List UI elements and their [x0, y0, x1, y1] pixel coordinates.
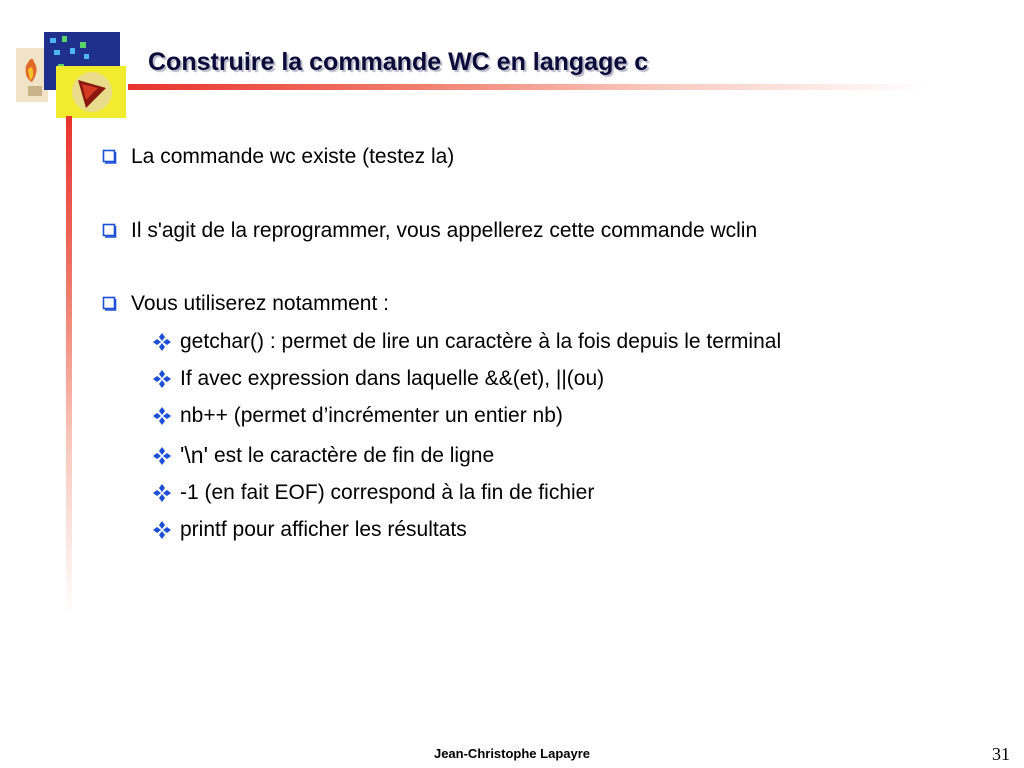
diamond-bullet-icon [152, 406, 172, 426]
bullet-item [102, 292, 389, 316]
newline-literal: '\n' [180, 442, 208, 468]
slide-logo [14, 30, 132, 122]
sub-bullet-text: getchar() : permet de lire un caractère à la fois depuis le terminal [180, 330, 782, 353]
sub-bullet-item [152, 518, 467, 542]
sub-bullet-text: If avec expression dans laquelle &&(et), ||(ou) [180, 367, 605, 390]
bullet-item [102, 145, 454, 169]
sub-bullet-item [152, 367, 604, 391]
diamond-bullet-icon [152, 483, 172, 503]
sub-bullet-item [152, 330, 781, 354]
bullet-text: Il s'agit de la reprogrammer, vous appellerez cette commande wclin [131, 219, 758, 242]
page-number: 31 [992, 744, 1010, 764]
checkbox-bullet-icon [102, 296, 118, 312]
sub-bullet-text: est le caractère de fin de ligne [213, 443, 495, 467]
diamond-bullet-icon [152, 446, 172, 466]
checkbox-bullet-icon [102, 149, 118, 165]
diamond-bullet-icon [152, 332, 172, 352]
diamond-bullet-icon [152, 520, 172, 540]
sub-bullet-item [152, 442, 494, 469]
bullet-item [102, 219, 757, 243]
footer-author: Jean-Christophe Lapayre [433, 746, 591, 761]
bullet-text: La commande wc existe (testez la) [131, 145, 455, 168]
sub-bullet-text: nb++ (permet d’incrémenter un entier nb) [180, 404, 563, 427]
sub-bullet-text: printf pour afficher les résultats [180, 518, 467, 541]
sub-bullet-text: -1 (en fait EOF) correspond à la fin de fichier [180, 481, 595, 504]
title-underline [128, 84, 928, 90]
checkbox-bullet-icon [102, 223, 118, 239]
sub-bullet-item [152, 404, 563, 428]
slide-title: Construire la commande WC en langage c [148, 48, 649, 76]
left-accent-bar [66, 116, 72, 616]
bullet-text: Vous utiliserez notamment : [131, 292, 389, 315]
diamond-bullet-icon [152, 369, 172, 389]
sub-bullet-item [152, 481, 594, 505]
